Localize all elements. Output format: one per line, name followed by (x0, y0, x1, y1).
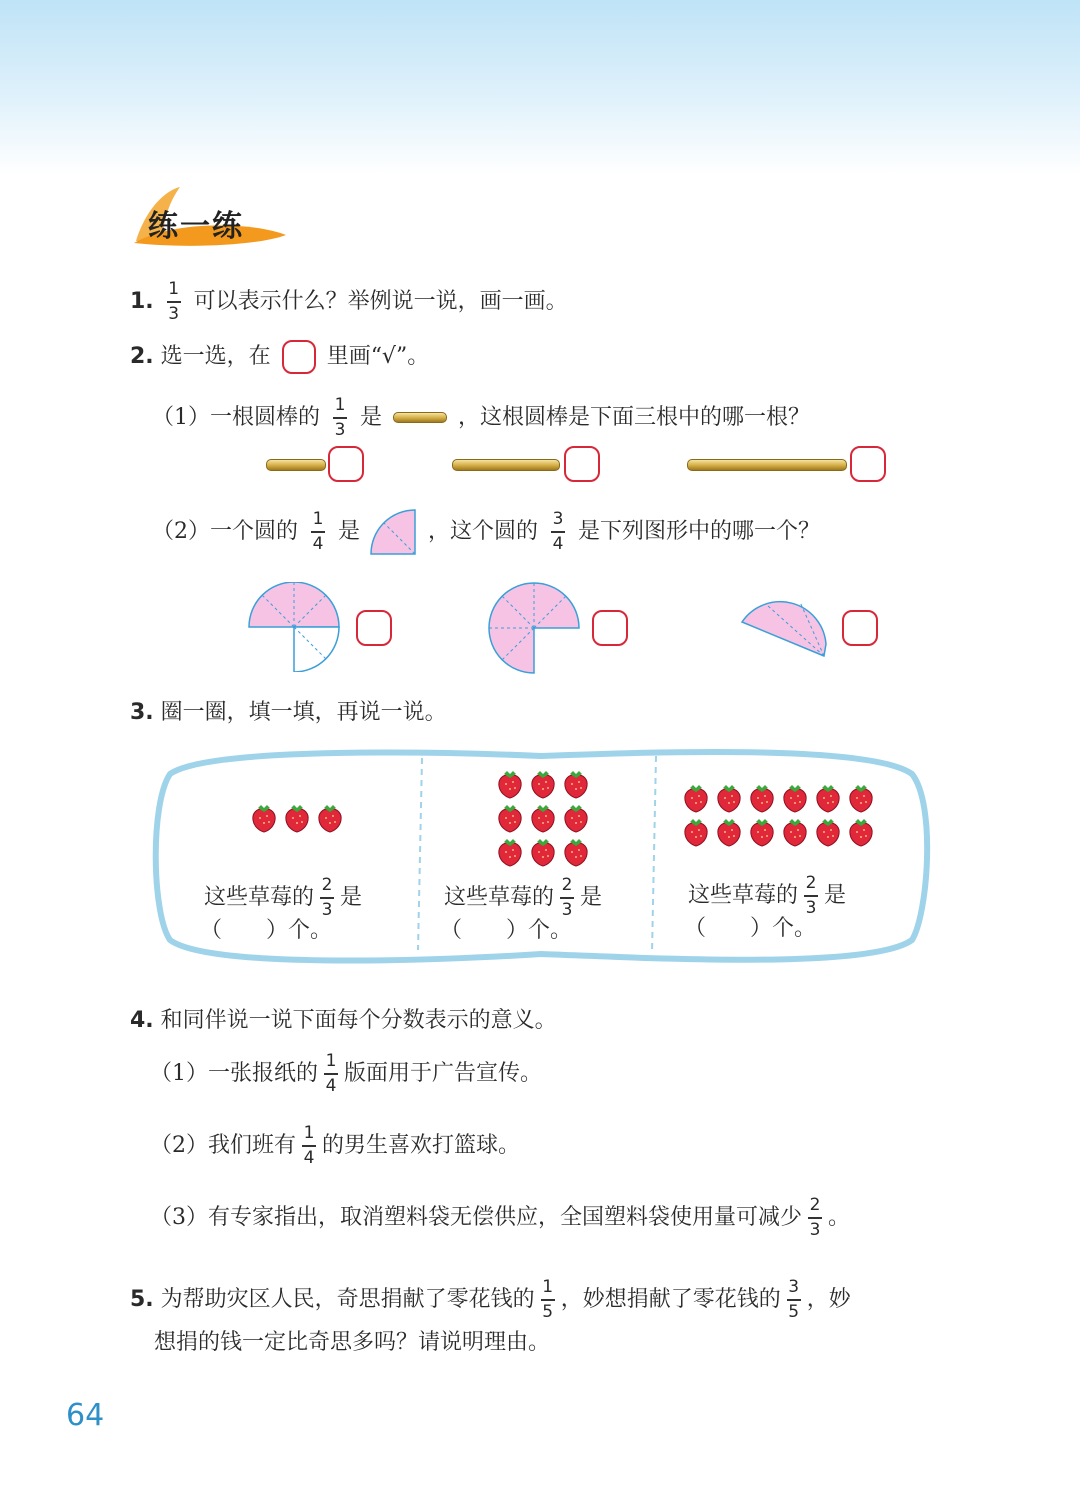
panel-2-blank[interactable]: （ ）个。 (440, 918, 573, 943)
strawberry-icon (499, 771, 521, 798)
strawberry-icon (850, 819, 872, 846)
strawberry-icon (532, 839, 554, 866)
strawberry-icon (784, 785, 806, 812)
sector-figure-2 (486, 582, 582, 674)
strawberry-icon (685, 785, 707, 812)
choice-checkbox-rod-1[interactable] (328, 446, 364, 482)
question-text: 和同伴说一说下面每个分数表示的意义。 (160, 1008, 557, 1033)
fraction: $\frac{2}{3}$ (321, 875, 333, 920)
strawberry-icon (817, 819, 839, 846)
question-text: 圈一圈，填一填，再说一说。 (160, 700, 447, 725)
panel-3-caption: 这些草莓的 $\frac{2}{3}$ 是 (688, 873, 847, 918)
top-banner (0, 0, 1080, 175)
part-text: 是 (360, 404, 383, 430)
wooden-rod-icon (452, 459, 560, 471)
question-text: 可以表示什么？举例说一说，画一画。 (193, 288, 568, 314)
question-3 (130, 698, 447, 728)
strawberry-icon (718, 819, 740, 846)
page-number: 64 (66, 1398, 105, 1433)
question-number: 1. (130, 288, 154, 314)
question-2 (130, 340, 429, 374)
fraction: $\frac{1}{5}$ (542, 1277, 554, 1322)
quarter-sector-icon (369, 508, 419, 556)
question-4-item-1: （1）一张报纸的 $\frac{1}{4}$ 版面用于广告宣传。 (150, 1051, 543, 1096)
strawberry-icon (718, 785, 740, 812)
fraction: $\frac{1}{3}$ (334, 395, 346, 440)
fraction: $\frac{3}{4}$ (552, 509, 564, 554)
wooden-rod-icon (266, 459, 326, 471)
choice-checkbox-sector-1[interactable] (356, 610, 392, 646)
strawberry-group-3 (253, 805, 341, 832)
choice-checkbox-sector-2[interactable] (592, 610, 628, 646)
fraction: $\frac{3}{5}$ (788, 1277, 800, 1322)
strawberry-icon (685, 819, 707, 846)
strawberry-icon (784, 819, 806, 846)
question-text: ，妙想捐献了零花钱的 (560, 1286, 781, 1312)
choice-checkbox-rod-3[interactable] (850, 446, 886, 482)
strawberry-icon (565, 805, 587, 832)
part-text: ，这根圆棒是下面三根中的哪一根？ (458, 404, 811, 430)
section-title: 练一练 (148, 209, 244, 244)
strawberry-icon (499, 805, 521, 832)
wooden-rod-icon (687, 459, 847, 471)
question-number: 3. (130, 700, 154, 725)
strawberry-icon (817, 785, 839, 812)
strawberry-icon (319, 805, 341, 832)
question-4-item-2: （2）我们班有 $\frac{1}{4}$ 的男生喜欢打篮球。 (150, 1123, 521, 1168)
fraction: $\frac{1}{4}$ (325, 1051, 337, 1096)
fraction: $\frac{1}{4}$ (312, 509, 324, 554)
strawberry-icon (850, 785, 872, 812)
strawberry-icon (253, 805, 275, 832)
strawberry-icon (751, 785, 773, 812)
sector-figure-1 (244, 582, 344, 672)
fraction: $\frac{2}{3}$ (805, 873, 817, 918)
sample-checkbox (282, 340, 316, 374)
question-number: 4. (130, 1008, 154, 1033)
question-1 (130, 280, 568, 324)
question-4 (130, 1006, 557, 1036)
question-text: 里画“√”。 (326, 344, 430, 369)
panel-1-caption: 这些草莓的 $\frac{2}{3}$ 是 (204, 875, 363, 920)
strawberry-groups (238, 766, 888, 872)
question-5 (130, 1278, 851, 1322)
strawberry-icon (565, 771, 587, 798)
strawberry-group-9 (499, 771, 587, 866)
part-label: （2）一个圆的 (152, 519, 298, 544)
question-2-part-2 (152, 508, 820, 556)
fraction: $\frac{2}{3}$ (809, 1195, 821, 1240)
choice-checkbox-sector-3[interactable] (842, 610, 878, 646)
question-number: 2. (130, 344, 154, 369)
fraction: $\frac{2}{3}$ (561, 875, 573, 920)
part-text: 是 (338, 519, 361, 544)
wooden-rod-icon (393, 412, 447, 423)
section-header (130, 183, 290, 253)
strawberry-icon (532, 805, 554, 832)
panel-2-caption: 这些草莓的 $\frac{2}{3}$ 是 (444, 875, 603, 920)
strawberry-icon (565, 839, 587, 866)
question-text: ，妙 (806, 1286, 851, 1312)
fraction: $\frac{1}{4}$ (303, 1123, 315, 1168)
question-5-line-2: 想捐的钱一定比奇思多吗？请说明理由。 (154, 1330, 551, 1355)
question-text: 为帮助灾区人民，奇思捐献了零花钱的 (160, 1286, 535, 1312)
strawberry-icon (499, 839, 521, 866)
strawberry-icon (751, 819, 773, 846)
part-text: 是下列图形中的哪一个？ (578, 519, 821, 544)
question-number: 5. (130, 1286, 154, 1312)
part-text: ，这个圆的 (428, 519, 539, 544)
choice-checkbox-rod-2[interactable] (564, 446, 600, 482)
part-label: （1）一根圆棒的 (152, 404, 320, 430)
question-2-part-1 (152, 396, 810, 440)
fraction: $\frac{1}{3}$ (168, 279, 180, 324)
strawberry-icon (286, 805, 308, 832)
panel-1-blank[interactable]: （ ）个。 (200, 918, 333, 943)
strawberry-icon (532, 771, 554, 798)
question-4-item-3: （3）有专家指出，取消塑料袋无偿供应，全国塑料袋使用量可减少 $\frac{2}{3}$ 。 (150, 1195, 851, 1240)
panel-3-blank[interactable]: （ ）个。 (684, 916, 817, 941)
sector-figure-3 (738, 598, 830, 660)
question-text: 选一选，在 (160, 344, 271, 369)
strawberry-group-12 (685, 785, 872, 846)
